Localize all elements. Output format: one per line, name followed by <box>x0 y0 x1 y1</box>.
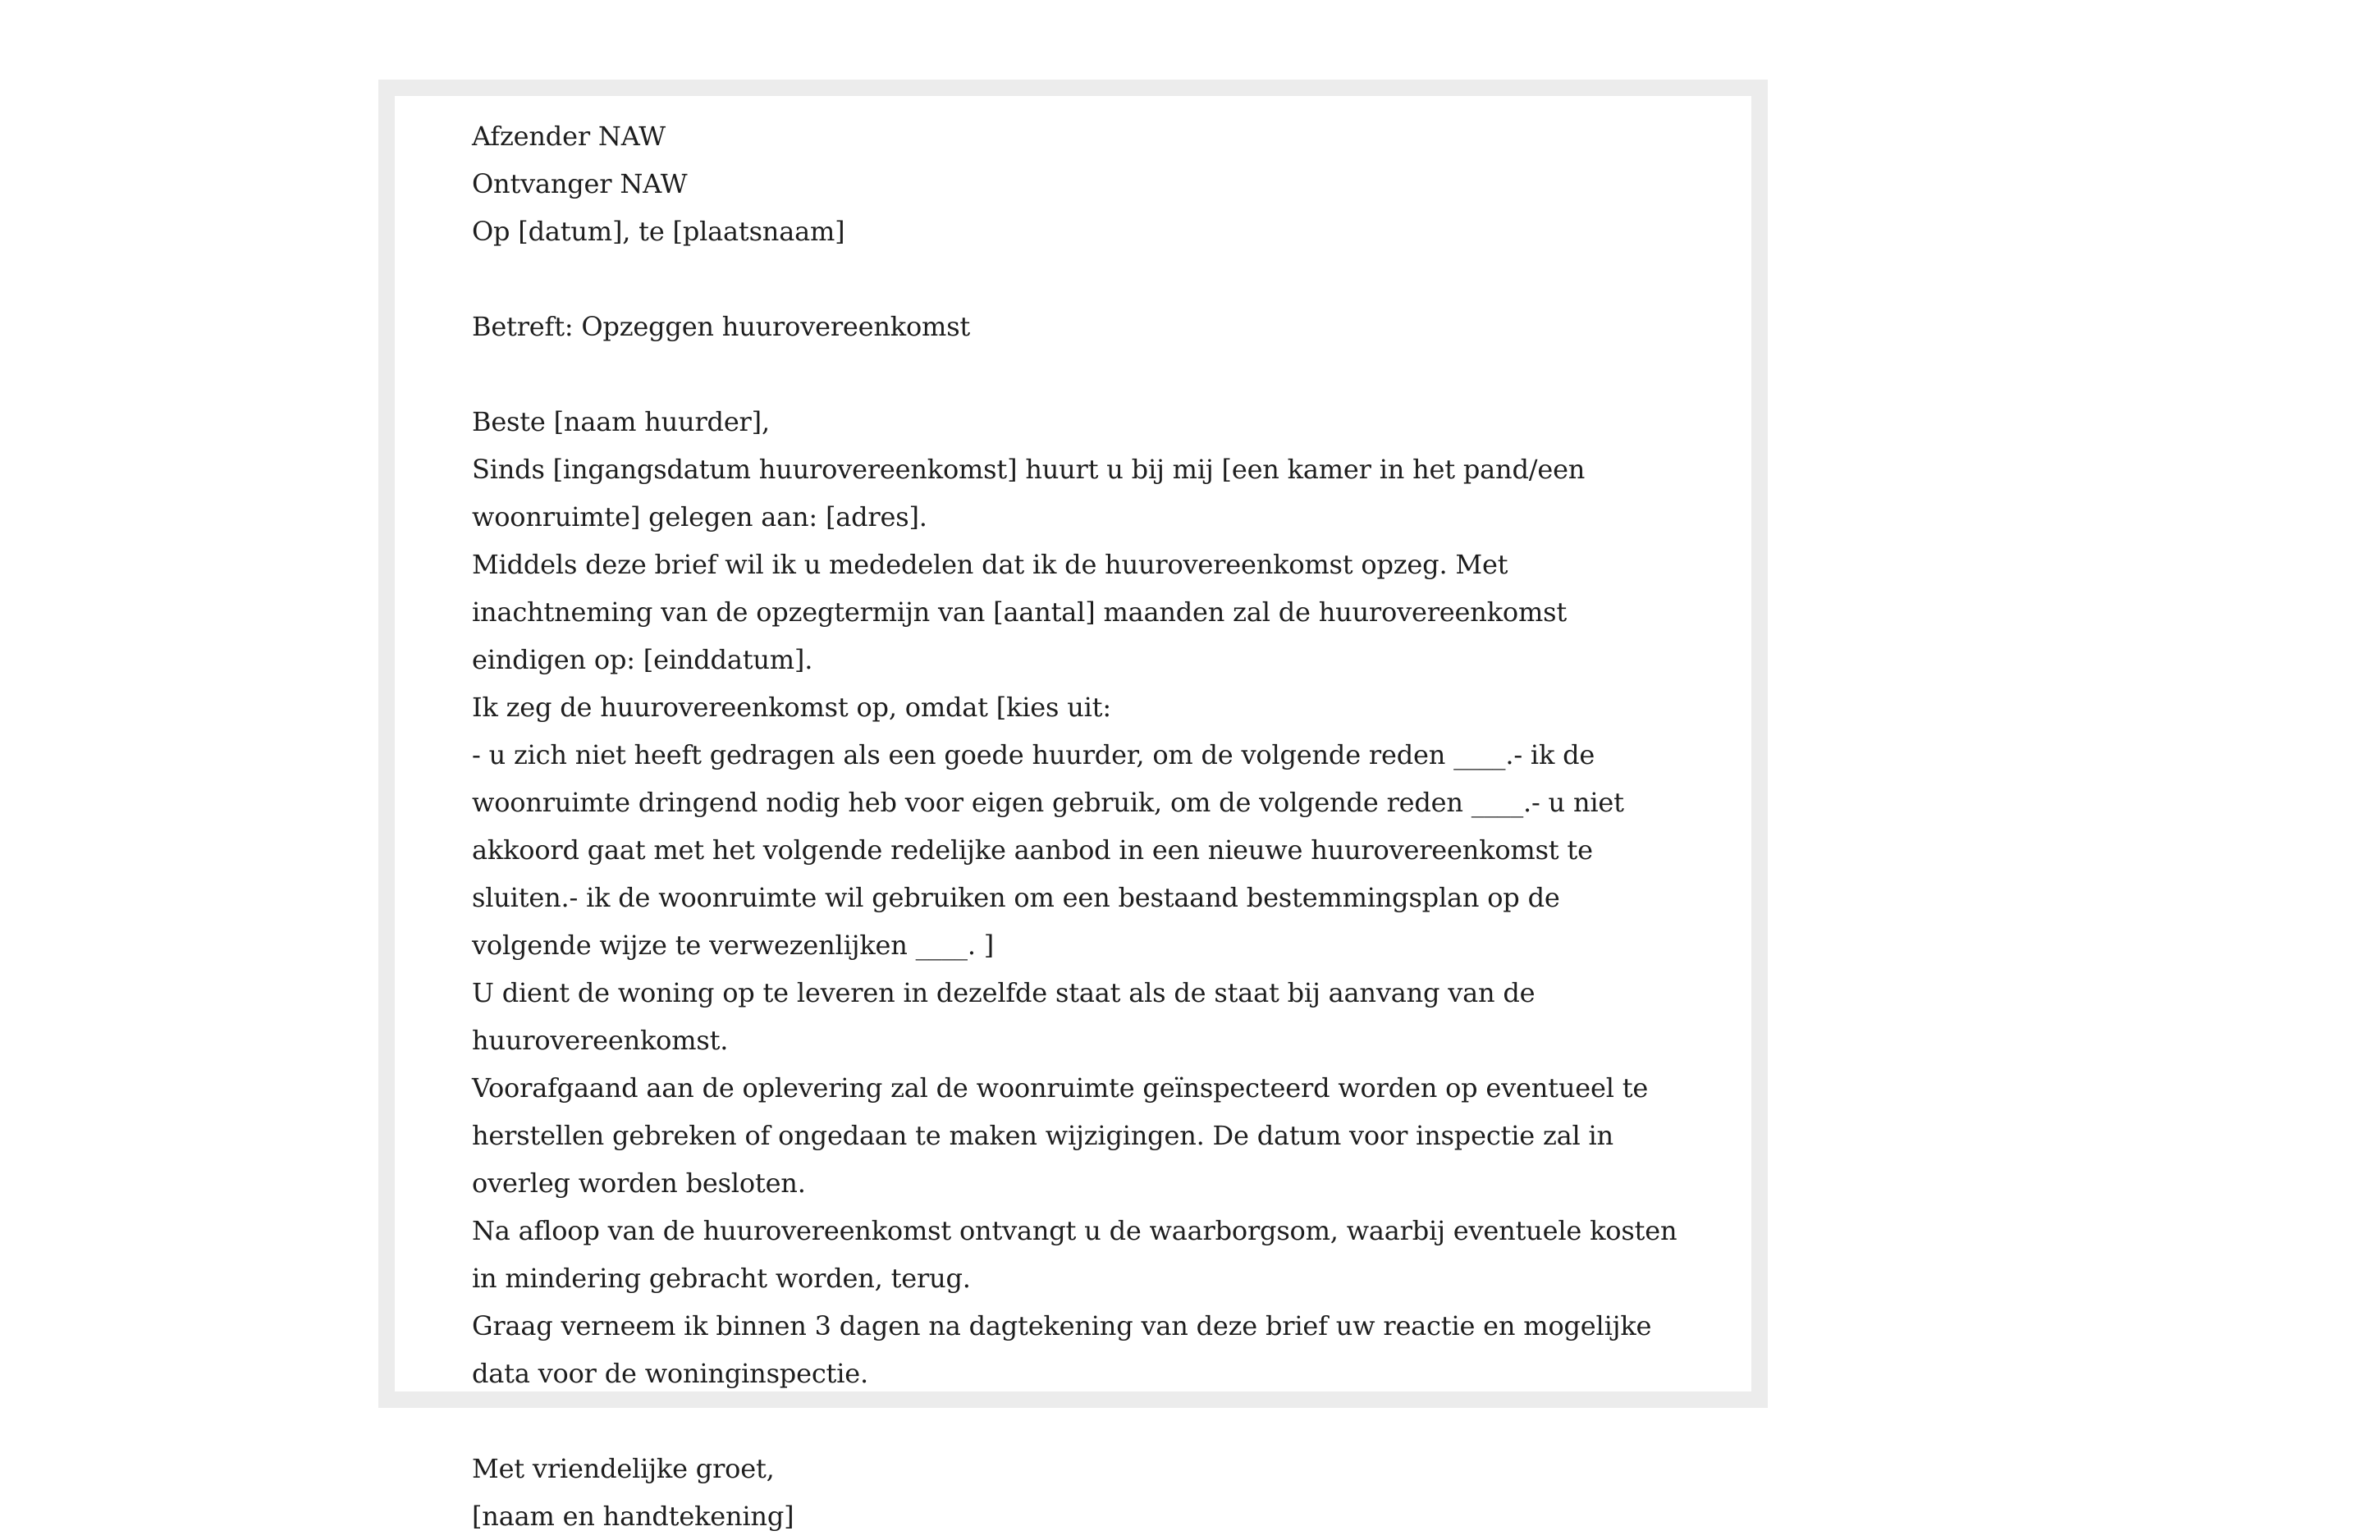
spacer <box>472 255 1686 303</box>
spacer <box>472 1397 1686 1445</box>
closing-line: Met vriendelijke groet, <box>472 1453 775 1484</box>
document-page <box>395 96 1751 1532</box>
sender-line: Afzender NAW <box>472 121 666 152</box>
recipient-line: Ontvanger NAW <box>472 168 688 199</box>
salutation-line: Beste [naam huurder], <box>472 406 770 437</box>
paragraph-condition: U dient de woning op te leveren in dezelfde staat als de staat bij aanvang van de huurovereenkomst. <box>472 977 1536 1056</box>
paragraph-deposit: Na afloop van de huurovereenkomst ontvangt u de waarborgsom, waarbij eventuele kosten in mindering gebracht worden, terug. <box>472 1215 1677 1294</box>
date-place-line: Op [datum], te [plaatsnaam] <box>472 216 845 247</box>
letter-body <box>472 112 1686 1540</box>
paragraph-notice: Middels deze brief wil ik u mededelen dat ik de huurovereenkomst opzeg. Met inachtneming van de opzegtermijn van [aantal] maanden zal de huurovereenkomst eindigen op: [einddatum]. <box>472 549 1567 675</box>
paragraph-reason-intro: Ik zeg de huurovereenkomst op, omdat [kies uit: <box>472 692 1111 723</box>
subject-line: Betreft: Opzeggen huurovereenkomst <box>472 311 971 342</box>
paragraph-inspection: Voorafgaand aan de oplevering zal de woonruimte geïnspecteerd worden op eventueel te herstellen gebreken of ongedaan te maken wijzigingen. De datum voor inspectie zal in overleg worden besloten. <box>472 1072 1649 1199</box>
signature-line: [naam en handtekening] <box>472 1501 794 1532</box>
paragraph-reason-options: - u zich niet heeft gedragen als een goede huurder, om de volgende reden ____.- ik de woonruimte dringend nodig heb voor eigen gebruik, om de volgende reden ____.- u niet akkoord gaat met het volgende redelijke aanbod in een nieuwe huurovereenkomst te sluiten.- ik de woonruimte wil gebruiken om een bestaand bestemmingsplan op de volgende wijze te verwezenlijken ____. ] <box>472 739 1624 961</box>
paragraph-response: Graag verneem ik binnen 3 dagen na dagtekening van deze brief uw reactie en mogelijke data voor de woninginspectie. <box>472 1310 1652 1389</box>
document-frame <box>378 80 1768 1532</box>
paragraph-intro: Sinds [ingangsdatum huurovereenkomst] huurt u bij mij [een kamer in het pand/een woonruimte] gelegen aan: [adres]. <box>472 454 1586 532</box>
spacer <box>472 350 1686 398</box>
